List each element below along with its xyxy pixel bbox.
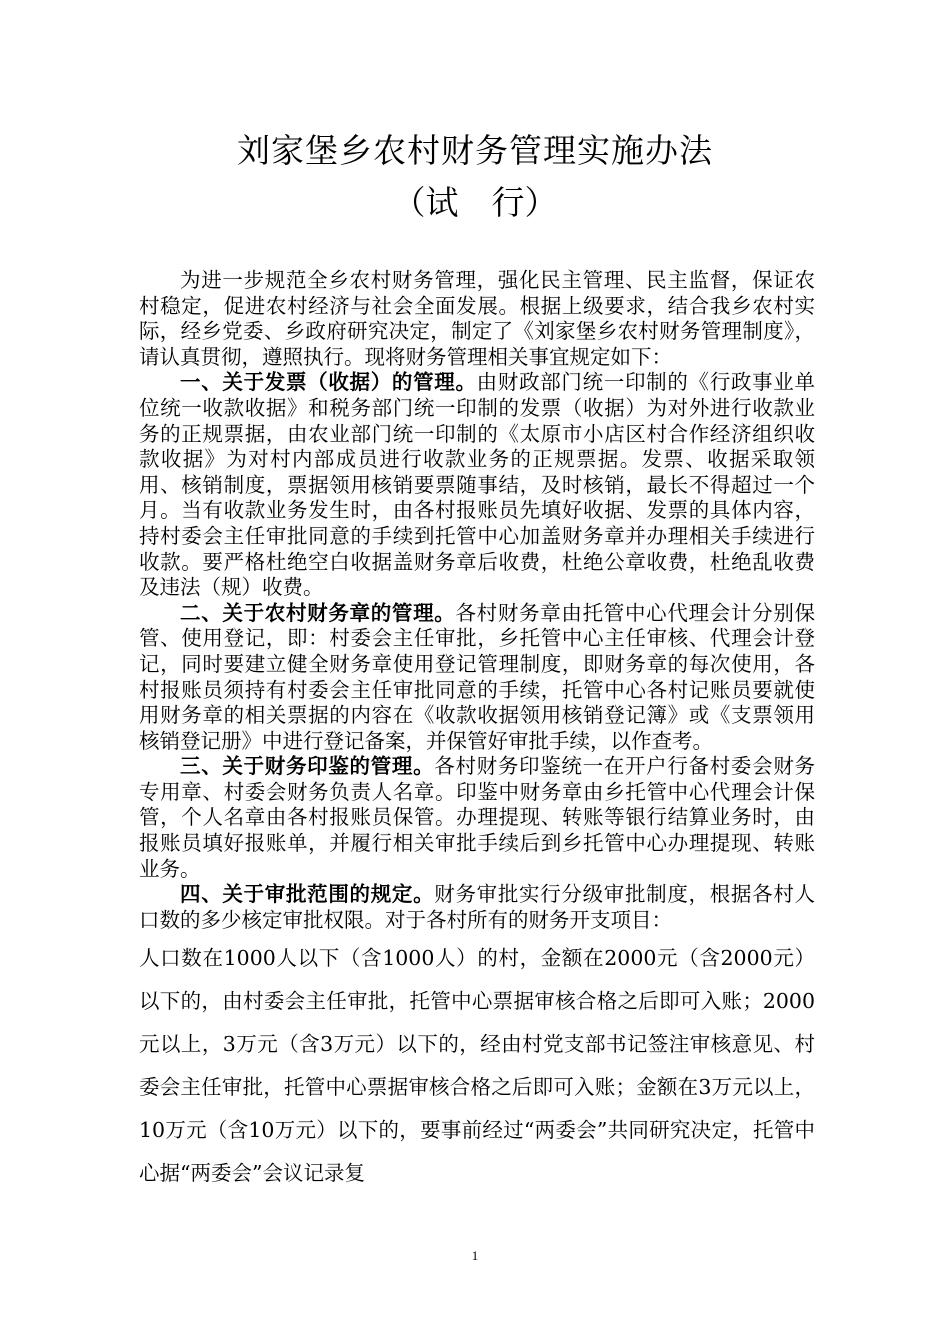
section-text: 各村财务印鉴统一在开户行备村委会财务专用章、村委会财务负责人名章。印鉴中财务章由乡托管中心代理会计保管，个人名章由各村报账员保管。办理提现、转账等银行结算业务时，由报账员填好报账单，并履行相关审批手续后到乡托管中心办理提现、转账业务。 <box>139 754 816 881</box>
document-subtitle: （试 行） <box>392 183 558 222</box>
section-text: 各村财务章由托管中心代理会计分别保管、使用登记，即：村委会主任审批，乡托管中心主任审核、代理会计登记，同时要建立健全财务章使用登记管理制度，即财务章的每次使用，各村报账员须持有村委会主任审批同意的手续，托管中心各村记账员要就使用财务章的相关票据的内容在《收款收据领用核销登记簿》或《支票领用核销登记册》中进行登记备案，并保管好审批手续，以作查考。 <box>139 600 816 753</box>
section-text: 财务审批实行分级审批制度，根据各村人口数的多少核定审批权限。对于各村所有的财务开支项目： <box>139 882 816 932</box>
section-paragraph <box>139 601 815 755</box>
section-paragraph <box>139 882 815 933</box>
section-heading: 三、关于财务印鉴的管理。 <box>180 754 435 779</box>
section-heading: 二、关于农村财务章的管理。 <box>180 600 456 625</box>
section-paragraph <box>139 754 815 882</box>
document-body <box>139 268 815 1195</box>
section-heading: 一、关于发票（收据）的管理。 <box>180 370 477 395</box>
section-text: 由财政部门统一印制的《行政事业单位统一收款收据》和税务部门统一印制的发票（收据）为对外进行收款业务的正规票据，由农业部门统一印制的《太原市小店区村合作经济组织收款收据》为对村内部成员进行收款业务的正规票据。发票、收据采取领用、核销制度，票据领用核销要票随事结，及时核销，最长不得超过一个月。当有收款业务发生时，由各村报账员先填好收据、发票的具体内容，持村委会主任审批同意的手续到托管中心加盖财务章并办理相关手续进行收款。要严格杜绝空白收据盖财务章后收费，杜绝公章收费，杜绝乱收费及违法（规）收费。 <box>139 370 816 600</box>
section-heading: 四、关于审批范围的规定。 <box>180 882 435 907</box>
section-paragraph <box>139 370 815 600</box>
intro-paragraph: 为进一步规范全乡农村财务管理，强化民主管理、民主监督，保证农村稳定，促进农村经济与社会全面发展。根据上级要求，结合我乡农村实际，经乡党委、乡政府研究决定，制定了《刘家堡乡农村财务管理制度》，请认真贯彻，遵照执行。现将财务管理相关事宜规定如下： <box>139 268 815 369</box>
page-number: 1 <box>471 1248 479 1263</box>
document-title: 刘家堡乡农村财务管理实施办法 <box>237 131 713 170</box>
continuation-paragraph: 人口数在1000人以下（含1000人）的村，金额在2000元（含2000元）以下的，由村委会主任审批，托管中心票据审核合格之后即可入账；2000元以上，3万元（含3万元）以下的，经由村党支部书记签注审核意见、村委会主任审批，托管中心票据审核合格之后即可入账；金额在3万元以上，10万元（含10万元）以下的，要事前经过“两委会”共同研究决定，托管中心据“两委会”会议记录复 <box>139 946 815 1186</box>
